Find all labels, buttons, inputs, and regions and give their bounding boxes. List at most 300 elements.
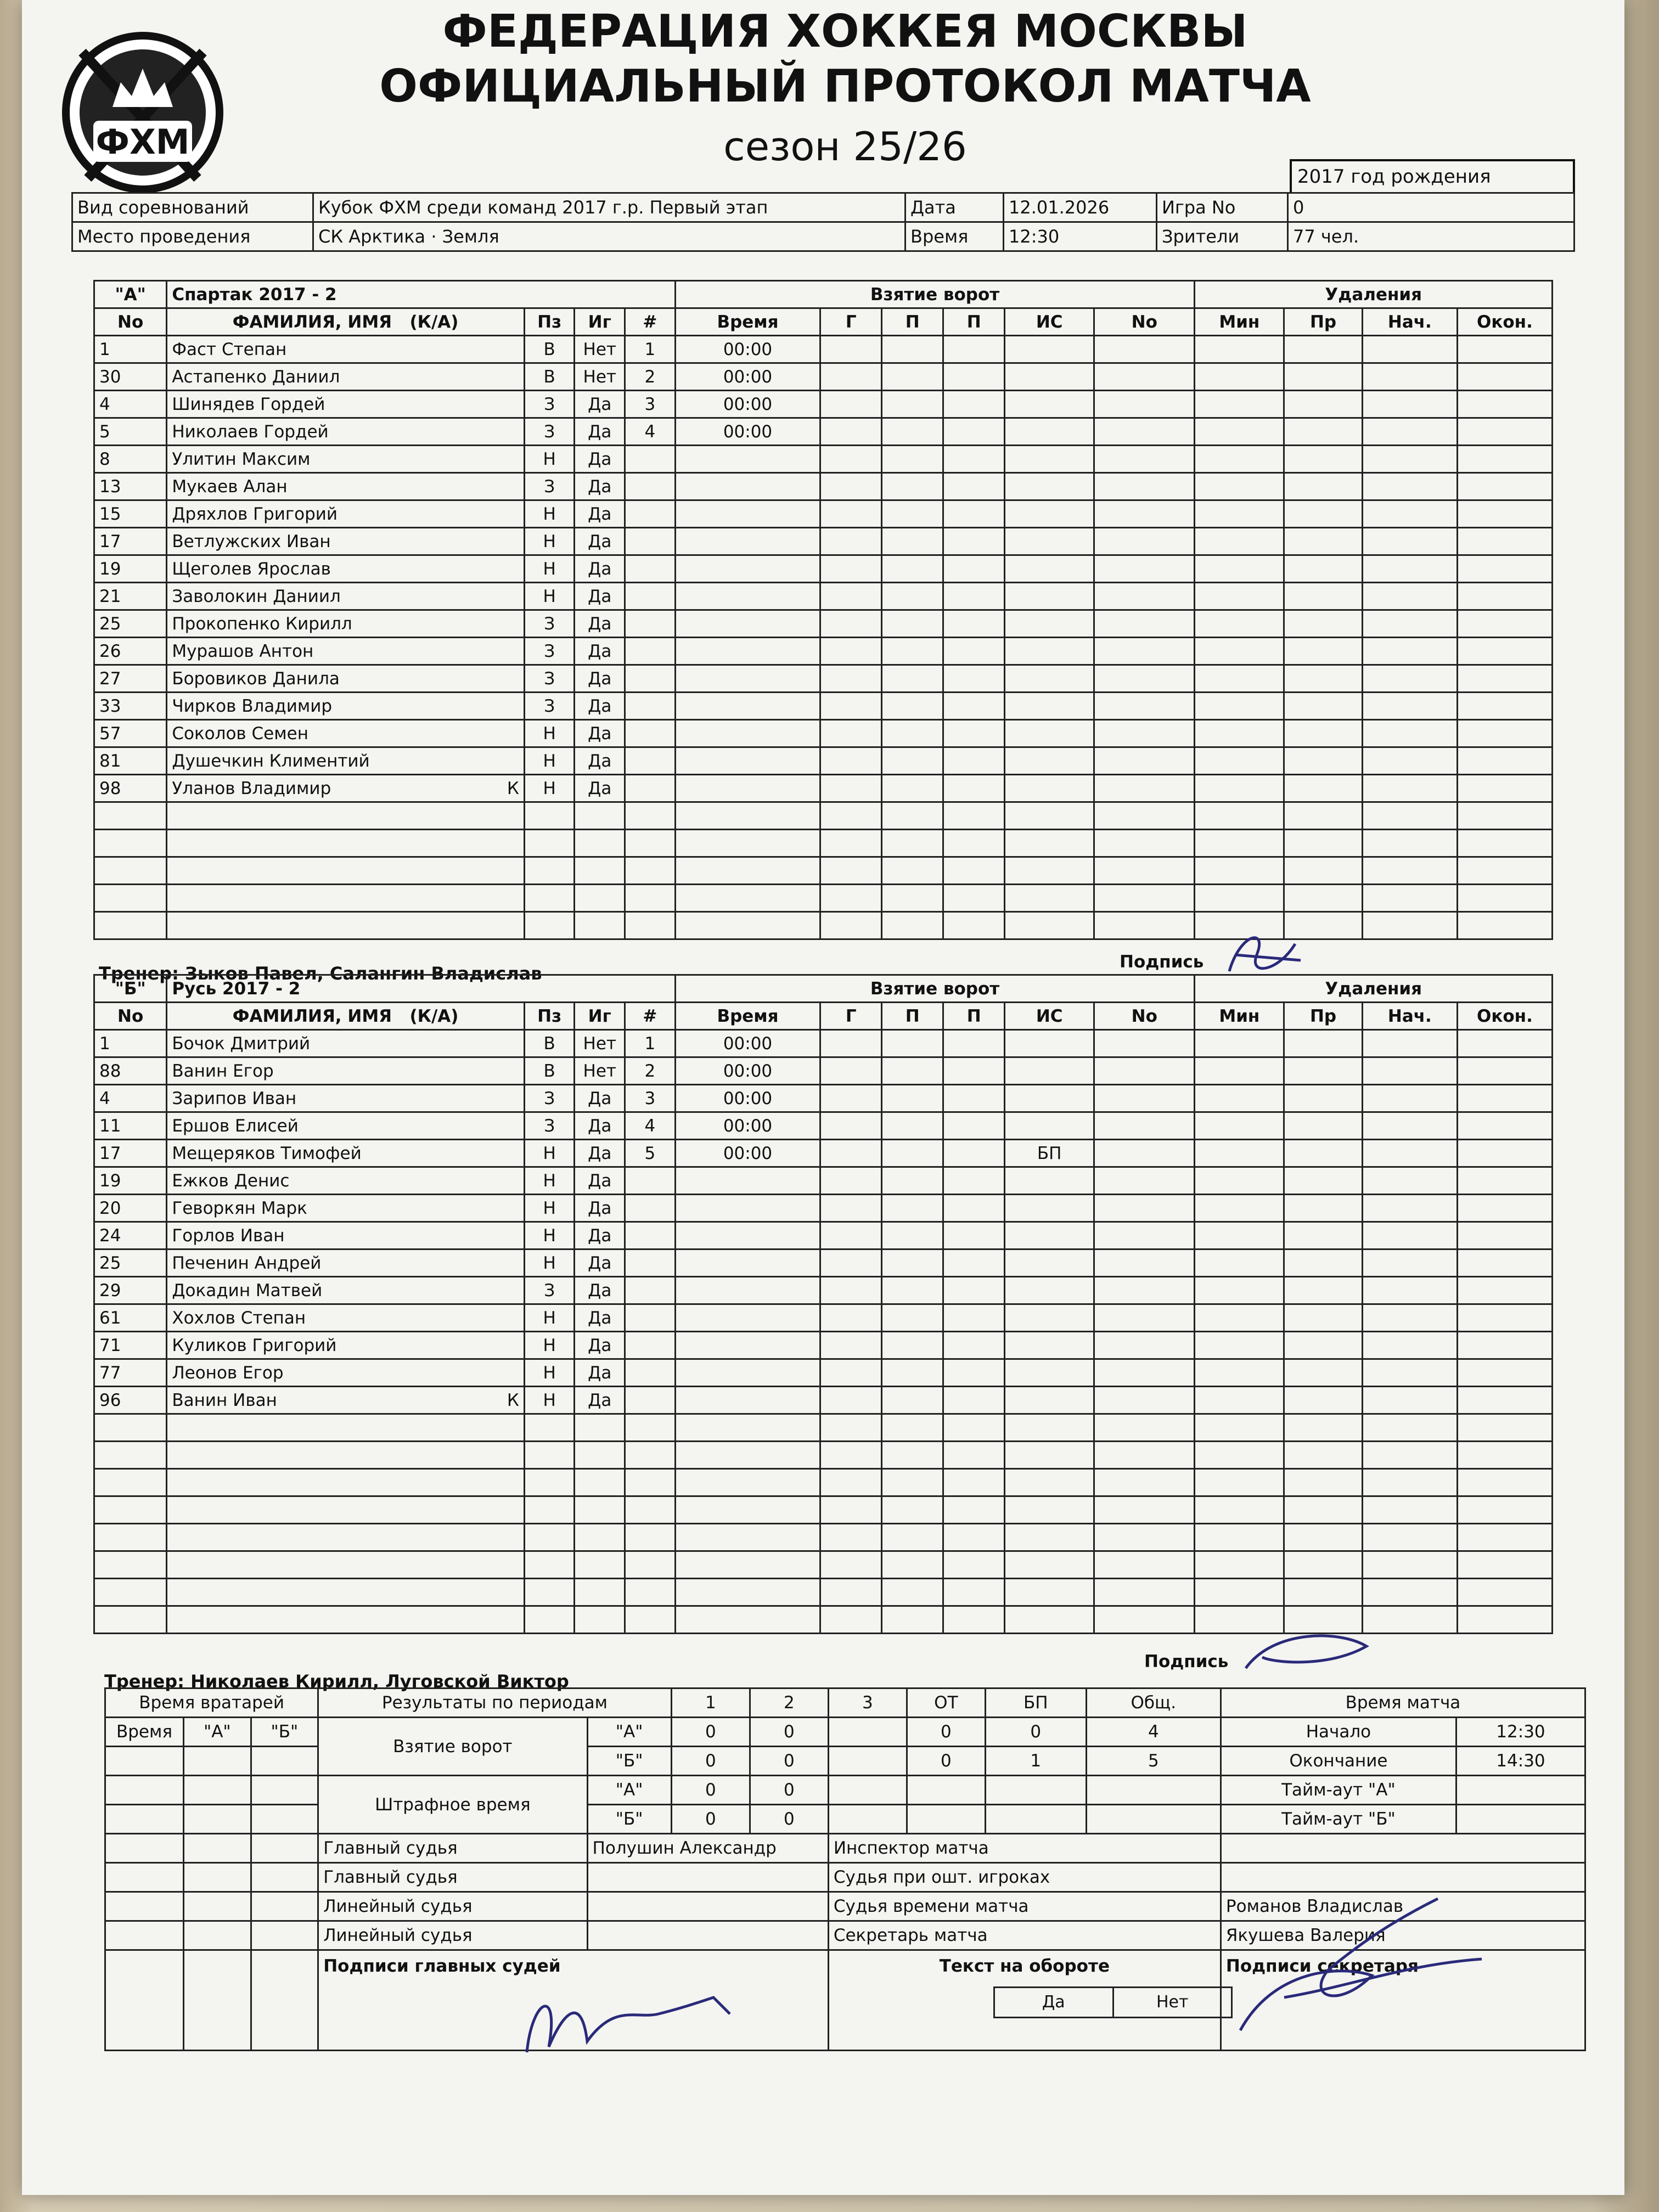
secretary-signature-icon [1229, 1888, 1493, 2052]
result-cell [828, 1718, 907, 1747]
player-ig: Нет [575, 336, 625, 363]
goal-number: 2 [625, 363, 676, 391]
penalty-row-label: Штрафное время [318, 1776, 587, 1834]
player-row [94, 363, 1553, 391]
player-row [94, 775, 1553, 802]
result-cell: 0 [750, 1776, 828, 1805]
goal-is [1005, 1085, 1094, 1112]
player-ig: Нет [575, 1057, 625, 1085]
goalie-time-label: Время вратарей [105, 1688, 318, 1718]
team-b-coach: Тренер: Николаев Кирилл, Луговской Виктор [104, 1671, 569, 1692]
player-name: Заволокин Даниил [167, 583, 525, 610]
col-pen-end: Окон. [1457, 308, 1552, 336]
goal-is: БП [1005, 1140, 1094, 1167]
penalties-header: Удаления [1195, 281, 1553, 308]
col-ig: Иг [575, 1003, 625, 1030]
goal-is [1005, 1057, 1094, 1085]
season-title: сезон 25/26 [723, 123, 967, 170]
spectators-value: 77 чел. [1288, 222, 1574, 251]
period-3: 3 [828, 1688, 907, 1718]
secretary-label: Секретарь матча [828, 1921, 1221, 1950]
goalie-a-col: "А" [184, 1718, 251, 1747]
player-ig: Да [575, 1359, 625, 1387]
row-team: "А" [587, 1776, 671, 1805]
team-name: Спартак 2017 - 2 [167, 281, 675, 308]
player-ig: Да [575, 665, 625, 693]
player-no: 19 [94, 1167, 167, 1195]
period-bp: БП [985, 1688, 1086, 1718]
player-no: 96 [94, 1387, 167, 1414]
player-name: Соколов Семен [167, 720, 525, 747]
player-ig: Да [575, 391, 625, 418]
start-label: Начало [1221, 1718, 1456, 1747]
game-label: Игра No [1157, 193, 1288, 222]
player-ig: Да [575, 610, 625, 638]
time-value: 12:30 [1004, 222, 1157, 251]
player-row [94, 802, 1553, 830]
row-team: "А" [587, 1718, 671, 1747]
player-row [94, 912, 1553, 939]
time-label: Время [906, 222, 1004, 251]
player-row [94, 1469, 1553, 1496]
player-no: 17 [94, 1140, 167, 1167]
timeout-b-label: Тайм-аут "Б" [1221, 1805, 1456, 1834]
player-row [94, 418, 1553, 446]
col-pen-pr: Пр [1284, 308, 1363, 336]
goal-time: 00:00 [675, 336, 820, 363]
col-no: No [94, 308, 167, 336]
date-label: Дата [906, 193, 1004, 222]
result-cell: 0 [750, 1747, 828, 1776]
line-judge-2-label: Линейный судья [318, 1921, 587, 1950]
player-name: Щеголев Ярослав [167, 555, 525, 583]
goal-is [1005, 363, 1094, 391]
team-b-signature-icon [1240, 1624, 1383, 1679]
player-name: Ванин Егор [167, 1057, 525, 1085]
player-row [94, 857, 1553, 885]
player-name: Зарипов Иван [167, 1085, 525, 1112]
col-pen-start: Нач. [1362, 1003, 1457, 1030]
player-no: 5 [94, 418, 167, 446]
player-pz: Н [524, 500, 575, 528]
player-name: Дряхлов Григорий [167, 500, 525, 528]
player-pz: Н [524, 1387, 575, 1414]
player-name: Фаст Степан [167, 336, 525, 363]
player-pz: З [524, 391, 575, 418]
player-no: 27 [94, 665, 167, 693]
player-row [94, 1442, 1553, 1469]
back-text-yes[interactable]: Да [995, 1988, 1114, 2017]
player-ig: Да [575, 473, 625, 500]
player-name: Астапенко Даниил [167, 363, 525, 391]
col-pen-start: Нач. [1362, 308, 1457, 336]
result-cell: 0 [671, 1718, 750, 1747]
player-ig: Да [575, 1085, 625, 1112]
goalie-b-col: "Б" [251, 1718, 318, 1747]
player-name: Чирков Владимир [167, 693, 525, 720]
match-time-label: Время матча [1221, 1688, 1585, 1718]
goal-is [1005, 1030, 1094, 1057]
player-name: Геворкян Марк [167, 1195, 525, 1222]
player-row [94, 638, 1553, 665]
birth-year: 2017 год рождения [1290, 159, 1575, 193]
player-pz: Н [524, 1195, 575, 1222]
player-no: 1 [94, 336, 167, 363]
goal-is [1005, 391, 1094, 418]
penalties-header: Удаления [1195, 975, 1553, 1003]
period-ot: ОТ [907, 1688, 985, 1718]
player-no: 4 [94, 1085, 167, 1112]
col-pen-min: Мин [1195, 308, 1284, 336]
player-pz: Н [524, 775, 575, 802]
player-ig: Да [575, 747, 625, 775]
player-ig: Да [575, 1112, 625, 1140]
player-ig: Да [575, 1277, 625, 1304]
player-name: Улитин Максим [167, 446, 525, 473]
col-pen-no: No [1094, 1003, 1195, 1030]
goals-header: Взятие ворот [675, 281, 1195, 308]
result-cell: 4 [1086, 1718, 1221, 1747]
head-signatures-label: Подписи главных судей [318, 1950, 829, 2051]
col-p1: П [882, 308, 943, 336]
player-row [94, 1195, 1553, 1222]
player-name: Хохлов Степан [167, 1304, 525, 1332]
fhm-logo [60, 30, 225, 195]
goal-time: 00:00 [675, 1140, 820, 1167]
period-1: 1 [671, 1688, 750, 1718]
player-row [94, 693, 1553, 720]
team-b-signature-label: Подпись [1144, 1652, 1229, 1671]
result-cell: 0 [671, 1747, 750, 1776]
player-row [94, 1551, 1553, 1579]
player-ig: Да [575, 720, 625, 747]
goal-number: 1 [625, 336, 676, 363]
player-ig: Нет [575, 1030, 625, 1057]
goal-number: 5 [625, 1140, 676, 1167]
player-ig: Да [575, 693, 625, 720]
player-no: 81 [94, 747, 167, 775]
goal-number: 4 [625, 1112, 676, 1140]
venue-label: Место проведения [72, 222, 313, 251]
goal-time: 00:00 [675, 418, 820, 446]
player-no: 71 [94, 1332, 167, 1359]
player-name: Николаев Гордей [167, 418, 525, 446]
federation-title: ФЕДЕРАЦИЯ ХОККЕЯ МОСКВЫ [442, 5, 1248, 58]
player-no: 88 [94, 1057, 167, 1085]
player-no: 19 [94, 555, 167, 583]
head-judge-1-label: Главный судья [318, 1834, 587, 1863]
player-ig: Да [575, 1195, 625, 1222]
competition-value: Кубок ФХМ среди команд 2017 г.р. Первый этап [313, 193, 906, 222]
date-value: 12.01.2026 [1004, 193, 1157, 222]
col-g: Г [820, 308, 882, 336]
goal-number: 3 [625, 391, 676, 418]
player-ig: Да [575, 418, 625, 446]
col-p2: П [943, 308, 1005, 336]
player-no: 57 [94, 720, 167, 747]
player-no: 26 [94, 638, 167, 665]
player-no: 61 [94, 1304, 167, 1332]
col-p1: П [882, 1003, 943, 1030]
player-ig: Нет [575, 363, 625, 391]
player-row [94, 1030, 1553, 1057]
col-pen-pr: Пр [1284, 1003, 1363, 1030]
player-pz: В [524, 363, 575, 391]
player-pz: В [524, 1030, 575, 1057]
col-g: Г [820, 1003, 882, 1030]
period-total: Общ. [1086, 1688, 1221, 1718]
player-no: 33 [94, 693, 167, 720]
row-team: "Б" [587, 1805, 671, 1834]
player-name: Печенин Андрей [167, 1249, 525, 1277]
team-a-table [93, 280, 1553, 940]
player-ig: Да [575, 555, 625, 583]
player-ig: Да [575, 1387, 625, 1414]
team-letter: "А" [94, 281, 167, 308]
col-no: No [94, 1003, 167, 1030]
player-pz: Н [524, 1332, 575, 1359]
player-row [94, 1387, 1553, 1414]
player-row [94, 1496, 1553, 1524]
goal-number: 1 [625, 1030, 676, 1057]
timekeeper-value: Романов Владислав [1221, 1892, 1585, 1921]
player-row [94, 720, 1553, 747]
team-letter: "Б" [94, 975, 167, 1003]
result-cell: 0 [750, 1805, 828, 1834]
goal-time: 00:00 [675, 1057, 820, 1085]
result-cell: 5 [1086, 1747, 1221, 1776]
result-cell: 1 [985, 1747, 1086, 1776]
player-pz: З [524, 1085, 575, 1112]
protocol-sheet [22, 0, 1624, 2195]
svg-text:ФХМ: ФХМ [95, 122, 190, 162]
back-text-no[interactable]: Нет [1156, 1993, 1189, 2012]
player-row [94, 1579, 1553, 1606]
goalie-time-col: Время [105, 1718, 184, 1747]
player-no: 1 [94, 1030, 167, 1057]
player-pz: Н [524, 1222, 575, 1249]
player-no: 17 [94, 528, 167, 555]
head-judge-2-label: Главный судья [318, 1863, 587, 1892]
goal-number: 2 [625, 1057, 676, 1085]
player-ig: Да [575, 1332, 625, 1359]
player-no: 24 [94, 1222, 167, 1249]
back-text-label: Текст на обороте [828, 1950, 1221, 2051]
player-row [94, 1277, 1553, 1304]
goal-number: 4 [625, 418, 676, 446]
player-no: 25 [94, 1249, 167, 1277]
spectators-label: Зрители [1157, 222, 1288, 251]
player-name: Боровиков Данила [167, 665, 525, 693]
player-name: Мукаев Алан [167, 473, 525, 500]
goals-header: Взятие ворот [675, 975, 1195, 1003]
col-pen-end: Окон. [1457, 1003, 1552, 1030]
head-judge-1-value: Полушин Александр [587, 1834, 828, 1863]
player-ig: Да [575, 528, 625, 555]
player-row [94, 885, 1553, 912]
player-pz: Н [524, 528, 575, 555]
player-row [94, 1085, 1553, 1112]
player-ig: Да [575, 1140, 625, 1167]
col-p2: П [943, 1003, 1005, 1030]
col-pz: Пз [524, 1003, 575, 1030]
player-row [94, 1249, 1553, 1277]
player-name: Бочок Дмитрий [167, 1030, 525, 1057]
player-no: 21 [94, 583, 167, 610]
player-row [94, 500, 1553, 528]
player-row [94, 1414, 1553, 1442]
col-num: # [625, 1003, 676, 1030]
player-row [94, 1167, 1553, 1195]
col-pz: Пз [524, 308, 575, 336]
player-row [94, 583, 1553, 610]
col-pen-no: No [1094, 308, 1195, 336]
player-ig: Да [575, 638, 625, 665]
player-row [94, 446, 1553, 473]
goal-is [1005, 418, 1094, 446]
col-is: ИС [1005, 308, 1094, 336]
player-ig: Да [575, 1222, 625, 1249]
player-name: Душечкин Климентий [167, 747, 525, 775]
player-pz: В [524, 1057, 575, 1085]
player-row [94, 1359, 1553, 1387]
player-no: 8 [94, 446, 167, 473]
protocol-title: ОФИЦИАЛЬНЫЙ ПРОТОКОЛ МАТЧА [379, 60, 1311, 112]
period-2: 2 [750, 1688, 828, 1718]
player-pz: З [524, 610, 575, 638]
player-name: Горлов Иван [167, 1222, 525, 1249]
result-cell: 0 [907, 1718, 985, 1747]
player-row [94, 473, 1553, 500]
player-pz: З [524, 1277, 575, 1304]
player-pz: Н [524, 1140, 575, 1167]
row-team: "Б" [587, 1747, 671, 1776]
end-label: Окончание [1221, 1747, 1456, 1776]
player-no: 25 [94, 610, 167, 638]
player-pz: В [524, 336, 575, 363]
game-value: 0 [1288, 193, 1574, 222]
player-row [94, 1524, 1553, 1551]
col-name: ФАМИЛИЯ, ИМЯ (К/А) [167, 1003, 525, 1030]
player-pz: Н [524, 555, 575, 583]
player-name: Уланов Владимир К [167, 775, 525, 802]
team-name: Русь 2017 - 2 [167, 975, 675, 1003]
player-pz: З [524, 1112, 575, 1140]
secretary-value: Якушева Валерия [1221, 1921, 1585, 1950]
competition-label: Вид соревнований [72, 193, 313, 222]
goal-is [1005, 336, 1094, 363]
result-cell [828, 1747, 907, 1776]
player-no: 15 [94, 500, 167, 528]
player-row [94, 336, 1553, 363]
player-pz: Н [524, 1249, 575, 1277]
player-ig: Да [575, 775, 625, 802]
player-no: 29 [94, 1277, 167, 1304]
secretary-signatures-label: Подписи секретаря [1221, 1950, 1585, 2051]
player-pz: Н [524, 1359, 575, 1387]
player-row [94, 610, 1553, 638]
player-pz: Н [524, 747, 575, 775]
player-pz: З [524, 418, 575, 446]
player-name: Ершов Елисей [167, 1112, 525, 1140]
col-time: Время [675, 1003, 820, 1030]
player-pz: Н [524, 446, 575, 473]
team-a-signature-label: Подпись [1120, 952, 1204, 972]
goal-time: 00:00 [675, 1030, 820, 1057]
player-row [94, 665, 1553, 693]
result-cell: 0 [750, 1718, 828, 1747]
player-name: Мещеряков Тимофей [167, 1140, 525, 1167]
player-pz: Н [524, 1167, 575, 1195]
start-value: 12:30 [1456, 1718, 1585, 1747]
goal-time: 00:00 [675, 1085, 820, 1112]
back-text-box [993, 1986, 1233, 2018]
player-ig: Да [575, 583, 625, 610]
player-row [94, 1140, 1553, 1167]
player-name: Куликов Григорий [167, 1332, 525, 1359]
player-pz: Н [524, 583, 575, 610]
player-no: 77 [94, 1359, 167, 1387]
col-ig: Иг [575, 308, 625, 336]
player-row [94, 1304, 1553, 1332]
player-no: 98 [94, 775, 167, 802]
goal-number: 3 [625, 1085, 676, 1112]
player-pz: З [524, 638, 575, 665]
player-name: Шинядев Гордей [167, 391, 525, 418]
player-pz: З [524, 665, 575, 693]
goals-row-label: Взятие ворот [318, 1718, 587, 1776]
timekeeper-label: Судья времени матча [828, 1892, 1221, 1921]
player-name: Ванин Иван К [167, 1387, 525, 1414]
team-b-table [93, 974, 1553, 1634]
player-name: Ежков Денис [167, 1167, 525, 1195]
goal-time: 00:00 [675, 391, 820, 418]
player-row [94, 830, 1553, 857]
player-name: Леонов Егор [167, 1359, 525, 1387]
player-no: 4 [94, 391, 167, 418]
result-cell: 0 [907, 1747, 985, 1776]
player-pz: Н [524, 1304, 575, 1332]
goal-time: 00:00 [675, 363, 820, 391]
col-pen-min: Мин [1195, 1003, 1284, 1030]
player-row [94, 555, 1553, 583]
player-name: Мурашов Антон [167, 638, 525, 665]
periods-label: Результаты по периодам [318, 1688, 672, 1718]
player-pz: З [524, 693, 575, 720]
result-cell: 0 [671, 1805, 750, 1834]
goal-is [1005, 1112, 1094, 1140]
player-row [94, 391, 1553, 418]
venue-value: СК Арктика · Земля [313, 222, 906, 251]
player-ig: Да [575, 500, 625, 528]
player-pz: З [524, 473, 575, 500]
col-name: ФАМИЛИЯ, ИМЯ (К/А) [167, 308, 525, 336]
player-row [94, 1222, 1553, 1249]
result-cell: 0 [671, 1776, 750, 1805]
goal-time: 00:00 [675, 1112, 820, 1140]
col-time: Время [675, 308, 820, 336]
timeout-a-label: Тайм-аут "А" [1221, 1776, 1456, 1805]
inspector-label: Инспектор матча [828, 1834, 1221, 1863]
player-ig: Да [575, 446, 625, 473]
player-ig: Да [575, 1304, 625, 1332]
player-no: 11 [94, 1112, 167, 1140]
player-name: Докадин Матвей [167, 1277, 525, 1304]
line-judge-1-label: Линейный судья [318, 1892, 587, 1921]
player-row [94, 528, 1553, 555]
player-no: 13 [94, 473, 167, 500]
player-pz: Н [524, 720, 575, 747]
